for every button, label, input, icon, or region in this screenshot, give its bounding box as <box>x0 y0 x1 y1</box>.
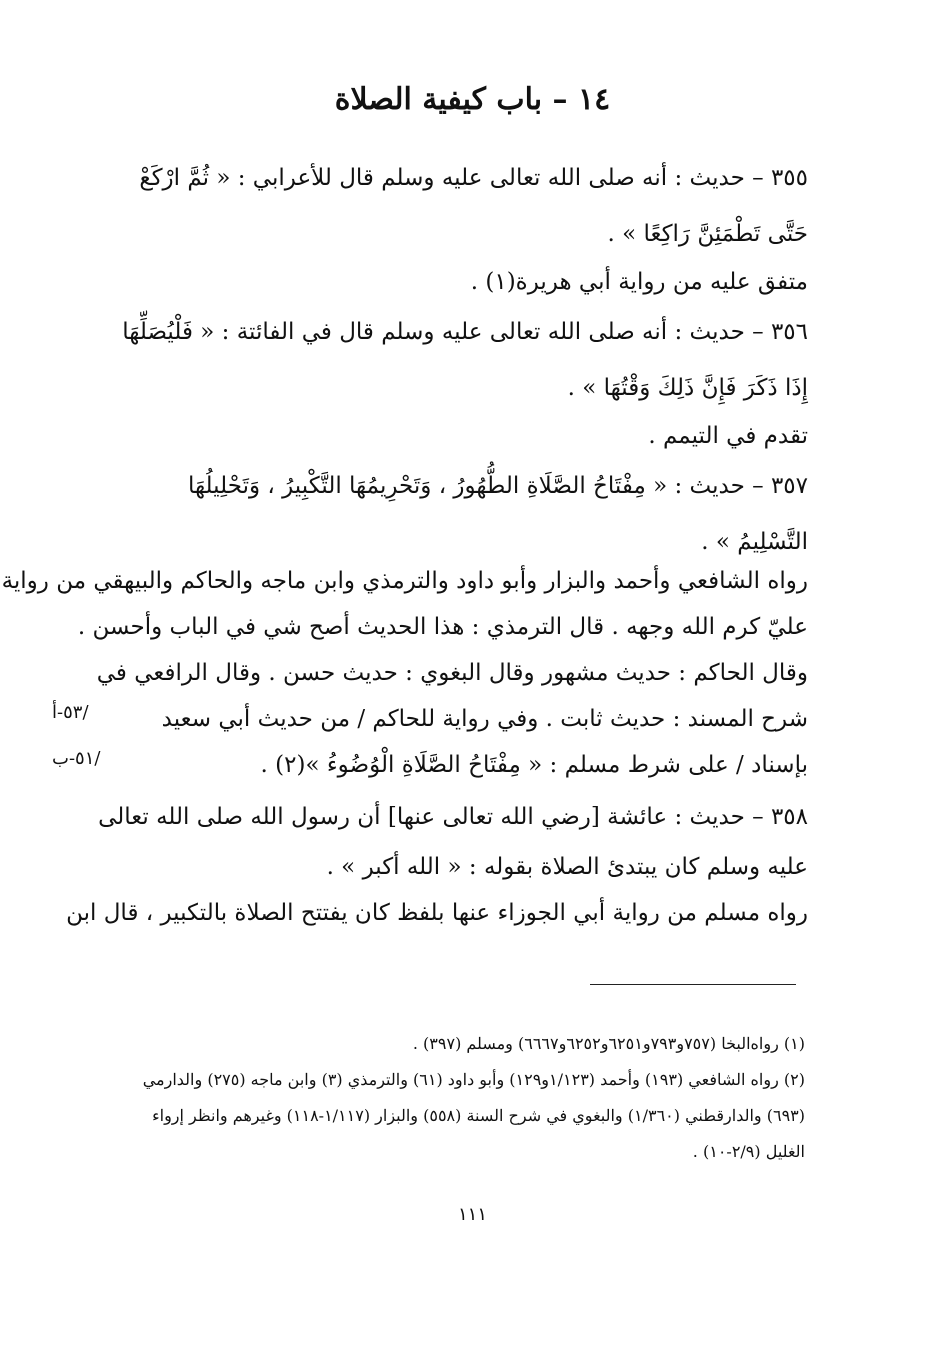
footnote-line: (١) رواه‌البخا (٧٥٧و٧٩٣و٦٢٥١و٦٢٥٢و٦٦٦٧) ومسلم (٣٩٧) . <box>412 1034 805 1053</box>
text-line: حَتَّى تَطْمَئِنَّ رَاكِعًا » . <box>607 221 808 247</box>
text-line: تقدم في التيمم . <box>648 423 808 449</box>
hadith-358 <box>98 792 808 892</box>
text-line: عليّ كرم الله وجهه . قال الترمذي : هذا الحديث أصح شي في الباب وأحسن . <box>77 614 808 640</box>
footnote-divider <box>590 984 796 985</box>
page-number: ١١١ <box>457 1204 487 1225</box>
hadith-355 <box>128 150 808 262</box>
footnote-line: الغليل (٢/٩-١٠) . <box>692 1142 805 1161</box>
text-line: وقال الحاكم : حديث مشهور وقال البغوي : حديث حسن . وقال الرافعي في <box>96 660 808 686</box>
text-line: ٣٥٧ – حديث : « مِفْتَاحُ الصَّلَاةِ الطُّهُورُ ، وَتَحْرِيمُهَا التَّكْبِيرُ ، وَتَحْلِيلُهَا <box>187 473 808 499</box>
hadith-357 <box>128 458 808 570</box>
text-line: ٣٥٦ – حديث : أنه صلى الله تعالى عليه وسلم قال في الفائتة : « فَلْيُصَلِّهَا <box>122 319 808 345</box>
text-line: شرح المسند : حديث ثابت . وفي رواية للحاكم / من حديث أبي سعيد <box>161 706 808 732</box>
text-line: بإسناد / على شرط مسلم : « مِفْتَاحُ الصَّلَاةِ الْوُضُوءُ »(٢) . <box>260 752 808 778</box>
text-line: ٣٥٥ – حديث : أنه صلى الله تعالى عليه وسلم قال للأعرابي : « ثُمَّ ارْكَعْ <box>139 165 808 191</box>
chapter-heading: ١٤ – باب كيفية الصلاة <box>334 82 611 117</box>
footnotes <box>125 1026 805 1170</box>
text-line: ٣٥٨ – حديث : عائشة [رضي الله تعالى عنها] أن رسول الله صلى الله تعالى <box>98 804 808 830</box>
hadith-356-source <box>128 408 808 464</box>
text-line: رواه الشافعي وأحمد والبزار وأبو داود والترمذي وابن ماجه والحاكم والبيهقي من رواية <box>1 568 808 594</box>
footnote-line: (٦٩٣) والدارقطني (١/٣٦٠) والبغوي في شرح السنة (٥٥٨) والبزار (١/١١٧-١١٨) وغيرهم وانظر إرواء <box>152 1106 805 1125</box>
text-line: رواه مسلم من رواية أبي الجوزاء عنها بلفظ كان يفتتح الصلاة بالتكبير ، قال ابن <box>66 900 808 926</box>
text-line: عليه وسلم كان يبتدئ الصلاة بقوله : « الله أكبر » . <box>326 854 808 880</box>
text-line: متفق عليه من رواية أبي هريرة(١) . <box>470 269 808 295</box>
text-line: التَّسْلِيمُ » . <box>701 529 808 555</box>
footnote-line: (٢) رواه الشافعي (١٩٣) وأحمد (١/١٢٣و١٢٩) وأبو داود (٦١) والترمذي (٣) وابن ماجه (٢٧٥) والدارمي <box>142 1070 805 1089</box>
manuscript-folio-note: /٥١-ب <box>52 748 101 769</box>
hadith-358-source <box>66 888 808 938</box>
hadith-355-source <box>128 254 808 310</box>
hadith-356 <box>122 304 808 416</box>
text-line: إِذَا ذَكَرَ فَإِنَّ ذَلِكَ وَقْتُهَا » . <box>567 375 808 401</box>
manuscript-folio-note: /٥٣-أ <box>52 702 89 723</box>
